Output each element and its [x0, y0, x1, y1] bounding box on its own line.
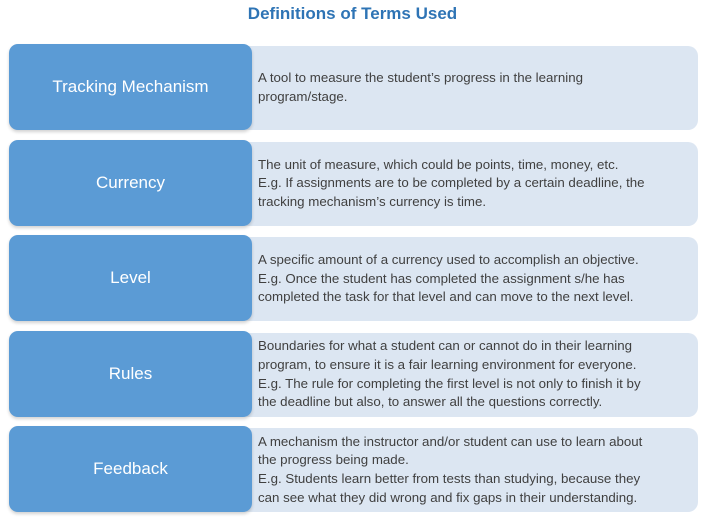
term-label: Feedback [93, 459, 168, 478]
term-definition: A specific amount of a currency used to accomplish an objective. E.g. Once the student has completed the assignment s/he has completed the task for that level and can move to the next level. [258, 252, 639, 305]
term-definition: Boundaries for what a student can or cannot do in their learning program, to ensure it is a fair learning environment for everyone. E.g. The rule for completing the first level is not only to finish it by the deadline but also, to answer all the questions correctly. [258, 338, 641, 410]
term-label: Currency [96, 172, 165, 192]
term-box [9, 426, 252, 512]
term-row-tracking-mechanism [9, 44, 698, 130]
term-label: Level [110, 268, 151, 287]
term-row-feedback [9, 426, 698, 512]
term-row-level [9, 235, 698, 321]
term-definition: A mechanism the instructor and/or student can use to learn about the progress being made. E.g. Students learn better from tests than studying, because they can see what they did wrong and fix gaps in their understanding. [258, 433, 643, 505]
term-box [9, 235, 252, 321]
term-list [9, 44, 698, 522]
term-row-currency [9, 140, 698, 226]
definition-box [239, 142, 698, 226]
term-box [9, 140, 252, 226]
term-box [9, 44, 252, 130]
definition-box [239, 333, 698, 417]
term-definition: The unit of measure, which could be points, time, money, etc. E.g. If assignments are to be completed by a certain deadline, the tracking mechanism’s currency is time. [258, 156, 645, 209]
term-label: Tracking Mechanism [52, 77, 209, 96]
page-title: Definitions of Terms Used [247, 4, 458, 23]
term-row-rules [9, 331, 698, 417]
term-definition: A tool to measure the student’s progress in the learning program/stage. [258, 70, 583, 104]
definition-box [239, 428, 698, 512]
term-label: Rules [108, 363, 153, 383]
definition-box [239, 46, 698, 130]
term-box [9, 331, 252, 417]
definition-box [239, 237, 698, 321]
